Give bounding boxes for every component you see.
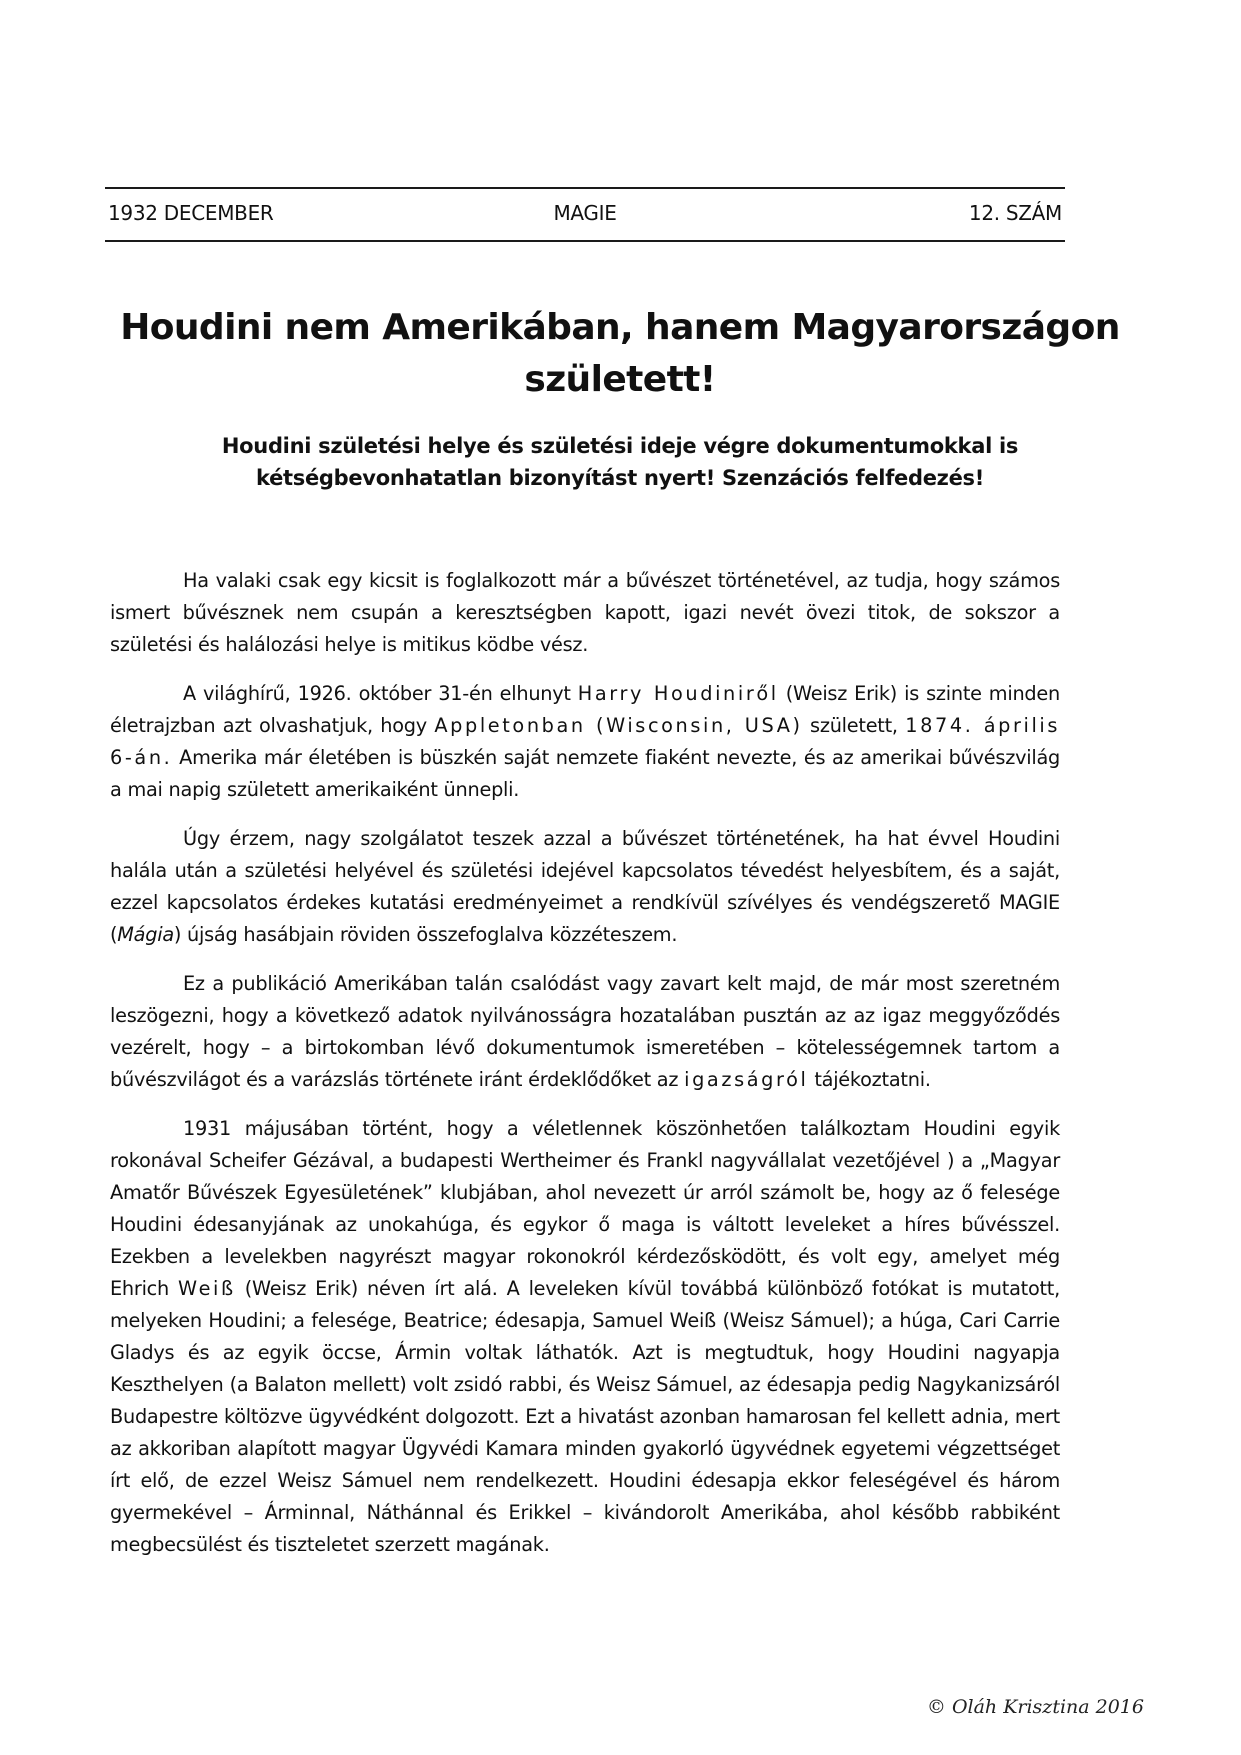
spaced-text: 1874. április 6-án. bbox=[110, 714, 1060, 769]
header-top-rule bbox=[105, 187, 1065, 189]
header-publication: MAGIE bbox=[553, 201, 617, 225]
paragraph-text: Amerika már életében is büszkén saját nemzete fiaként nevezte, és az amerikai bűvészvilág a mai napig született amerikaiként ünnepli. bbox=[110, 746, 1060, 801]
paragraph-text: (Weisz Erik) is szinte minden életrajzban azt olvashatjuk, hogy bbox=[110, 682, 1060, 737]
article-paragraph bbox=[110, 1113, 1060, 1561]
article-body bbox=[110, 565, 1060, 1578]
spaced-text: Weiß bbox=[178, 1277, 236, 1300]
spaced-text: Harry Houdiniről bbox=[577, 682, 779, 705]
article-subtitle: Houdini születési helye és születési ideje végre dokumentumokkal is kétségbevonhatatlan bizonyítást nyert! Szenzációs felfedezés! bbox=[221, 434, 1019, 490]
article-title: Houdini nem Amerikában, hanem Magyarországon született! bbox=[120, 307, 1120, 400]
spaced-text: Appletonban (Wisconsin, USA) bbox=[434, 714, 803, 737]
paragraph-text: született, bbox=[802, 714, 906, 737]
paragraph-text: ) újság hasábjain röviden összefoglalva közzéteszem. bbox=[173, 923, 678, 946]
article-paragraph bbox=[110, 823, 1060, 951]
paragraph-text: tájékoztatni. bbox=[808, 1068, 931, 1091]
article-paragraph bbox=[110, 565, 1060, 661]
article-paragraph bbox=[110, 968, 1060, 1096]
paragraph-text: Ha valaki csak egy kicsit is foglalkozott már a bűvészet történetével, az tudja, hogy számos ismert bűvésznek nem csupán a keresztségben kapott, igazi nevét övezi titok, de sokszor a születési és halálozási helye is mitikus ködbe vész. bbox=[110, 569, 1060, 656]
paragraph-text: Úgy érzem, nagy szolgálatot teszek azzal a bűvészet történetének, ha hat évvel Houdini halála után a születési helyével és születési idejével kapcsolatos tévedést helyesbítem, és a saját, ezzel kapcsolatos érdekes kutatási eredményeimet a rendkívül szívélyes és vendégszerető MAGIE ( bbox=[110, 827, 1060, 946]
header-issue: 12. SZÁM bbox=[968, 201, 1062, 225]
copyright-notice: © Oláh Krisztina 2016 bbox=[926, 1696, 1144, 1718]
header-bottom-rule bbox=[105, 240, 1065, 242]
page-header bbox=[108, 201, 1062, 229]
header-date: 1932 DECEMBER bbox=[108, 201, 274, 225]
paragraph-text: (Weisz Erik) néven írt alá. A leveleken kívül továbbá különböző fotókat is mutatott, melyeken Houdini; a felesége, Beatrice; édesapja, Samuel Weiß (Weisz Sámuel); a húga, Cari Carrie Gladys és az egyik öccse, Ármin voltak láthatók. Azt is megtudtuk, hogy Houdini nagyapja Keszthelyen (a Balaton mellett) volt zsidó rabbi, és Weisz Sámuel, az édesapja pedig Nagykanizsáról Budapestre költözve ügyvédként dolgozott. Ezt a hivatást azonban hamarosan fel kellett adnia, mert az akkoriban alapított magyar Ügyvédi Kamara minden gyakorló ügyvédnek egyetemi végzettséget írt elő, de ezzel Weisz Sámuel nem rendelkezett. Houdini édesapja ekkor feleségével és három gyermekével – Árminnal, Náthánnal és Erikkel – kivándorolt Amerikába, ahol később rabbiként megbecsülést és tiszteletet szerzett magának. bbox=[110, 1277, 1060, 1556]
article-paragraph bbox=[110, 678, 1060, 806]
paragraph-text: A világhírű, 1926. október 31-én elhunyt bbox=[183, 682, 578, 705]
italic-text: Mágia bbox=[117, 923, 174, 946]
paragraph-text: 1931 májusában történt, hogy a véletlennek köszönhetően találkoztam Houdini egyik rokonával Scheifer Gézával, a budapesti Wertheimer és Frankl nagyvállalat vezetőjével ) a „Magyar Amatőr Bűvészek Egyesületének” klubjában, ahol nevezett úr arról számolt be, hogy az ő felesége Houdini édesanyjának az unokahúga, és egykor ő maga is váltott leveleket a híres bűvésszel. Ezekben a levelekben nagyrészt magyar rokonokról kérdezősködött, és volt egy, amelyet még Ehrich bbox=[110, 1117, 1060, 1300]
paragraph-text: Ez a publikáció Amerikában talán csalódást vagy zavart kelt majd, de már most szeretném leszögezni, hogy a következő adatok nyilvánosságra hozatalában pusztán az az igaz meggyőződés vezérelt, hogy – a birtokomban lévő dokumentumok ismeretében – kötelességemnek tartom a bűvészvilágot és a varázslás története iránt érdeklődőket az bbox=[110, 972, 1060, 1091]
spaced-text: igazságról bbox=[684, 1068, 809, 1091]
